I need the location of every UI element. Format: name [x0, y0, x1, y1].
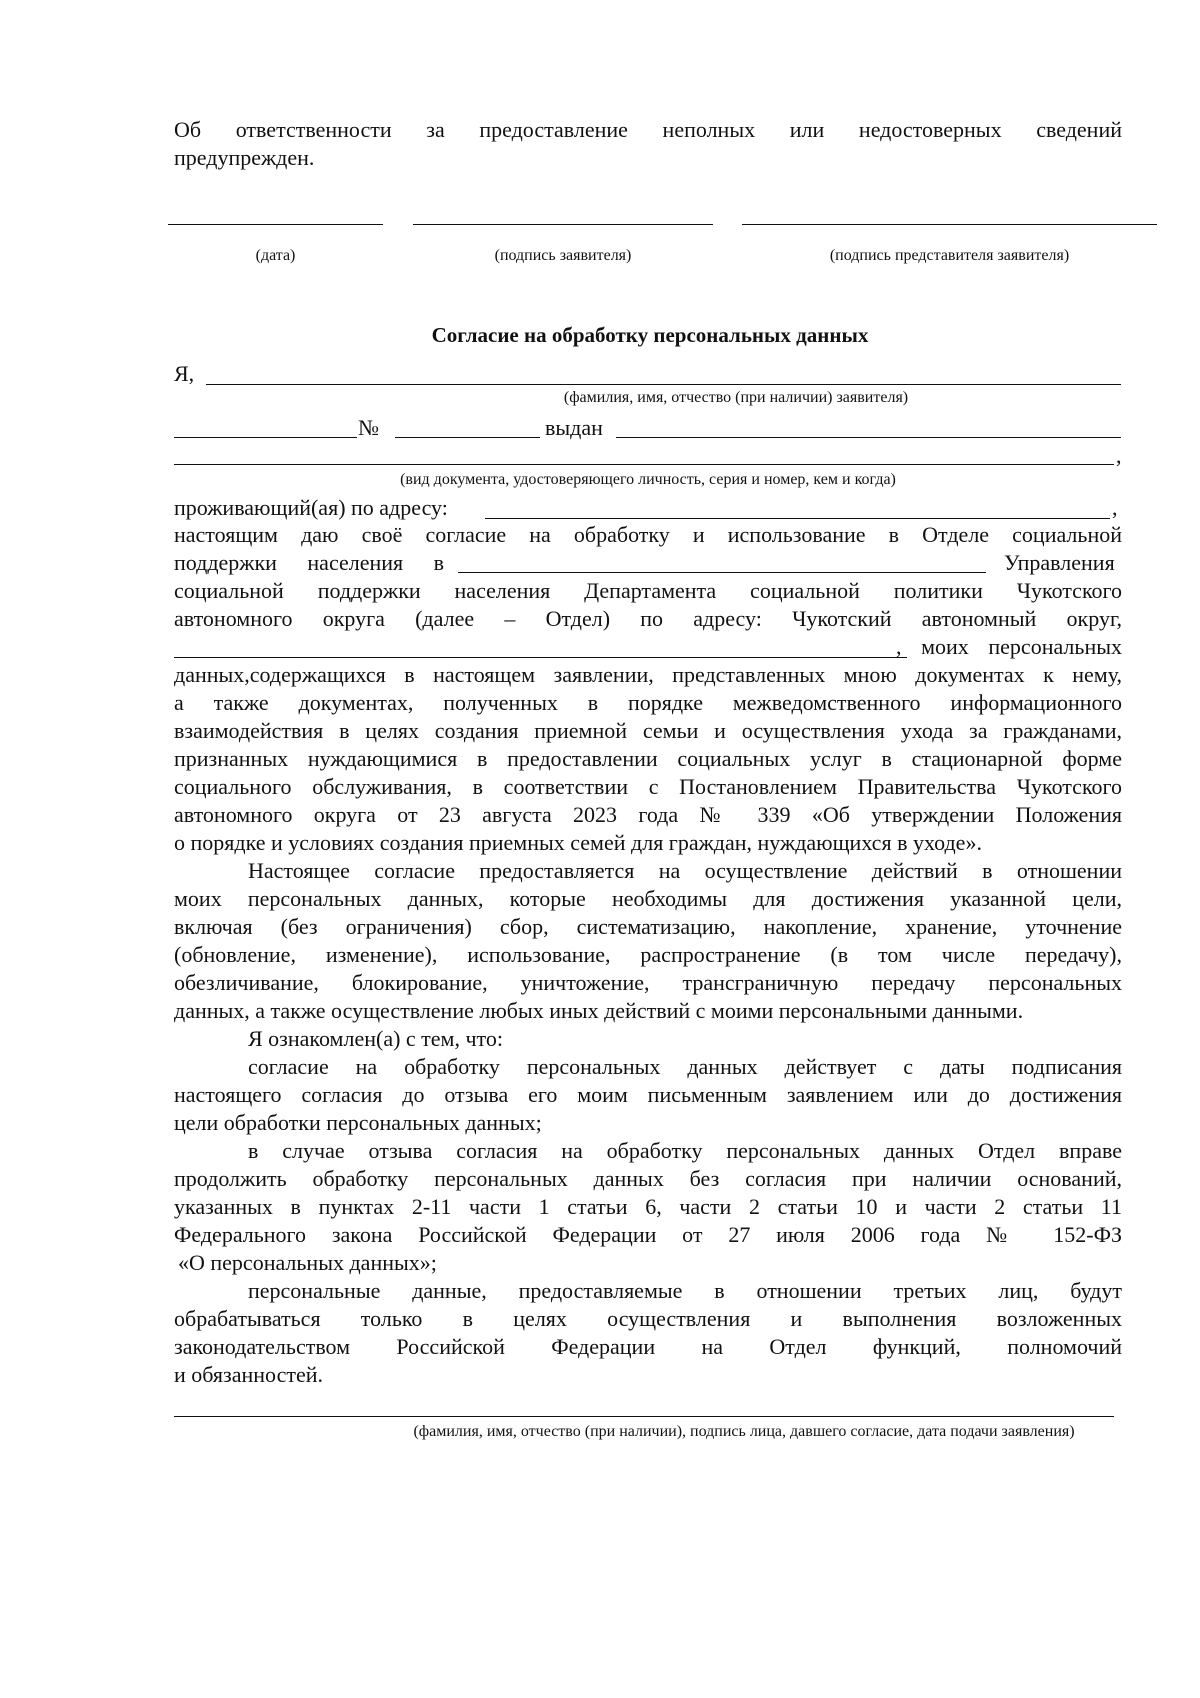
consent-line-4: автономного округа (далее – Отдел) по адресу: Чукотский автономный округ,: [174, 606, 1122, 631]
document-type-line[interactable]: [174, 437, 357, 438]
paragraph-5-line-2: продолжить обработку персональных данных без согласия при наличии оснований,: [174, 1166, 1122, 1191]
paragraph-5-line-3: указанных в пунктах 2-11 части 1 статьи 6, части 2 статьи 10 и части 2 статьи 11: [174, 1194, 1122, 1219]
document-details-line[interactable]: [174, 464, 1114, 465]
paragraph-2-line-6: данных, а также осуществление любых иных действий с моими персональными данными.: [174, 998, 1024, 1023]
paragraph-6-line-2: обрабатываться только в целях осуществления и выполнения возложенных: [174, 1306, 1122, 1331]
comma-1: ,: [1116, 443, 1122, 468]
consent-line-8: взаимодействия в целях создания приемной семьи и осуществления ухода за гражданами,: [174, 718, 1122, 743]
paragraph-4-line-2: настоящего согласия до отзыва его моим письменным заявлением или до достижения: [174, 1082, 1122, 1107]
department-line[interactable]: [458, 572, 986, 573]
residing-label: проживающий(ая) по адресу:: [174, 495, 448, 520]
fio-input-line[interactable]: [206, 384, 1121, 385]
paragraph-2-line-5: обезличивание, блокирование, уничтожение, трансграничную передачу персональных: [174, 970, 1122, 995]
final-signature-line[interactable]: [174, 1416, 1114, 1417]
consent-line-6: данных,содержащихся в настоящем заявлении, представленных мною документах к нему,: [174, 662, 1122, 687]
consent-line-1: настоящим даю своё согласие на обработку и использование в Отделе социальной: [174, 522, 1122, 547]
paragraph-4-line-1: согласие на обработку персональных данных действует с даты подписания: [248, 1054, 1122, 1079]
number-sign: №: [358, 415, 379, 440]
document-caption: (вид документа, удостоверяющего личность, серия и номер, кем и когда): [400, 471, 896, 488]
consent-line-9: признанных нуждающимися в предоставлении социальных услуг в стационарной форме: [174, 746, 1122, 771]
representative-signature-line[interactable]: [742, 224, 1157, 225]
consent-line-7: а также документах, полученных в порядке межведомственного информационного: [174, 690, 1122, 715]
paragraph-2-line-1: Настоящее согласие предоставляется на осуществление действий в отношении: [248, 858, 1122, 883]
applicant-signature-caption: (подпись заявителя): [494, 247, 632, 264]
final-signature-caption: (фамилия, имя, отчество (при наличии), подпись лица, давшего согласие, дата подачи заявления): [413, 1423, 1075, 1440]
consent-line-5: , моих персональных: [896, 634, 1122, 659]
document-number-line[interactable]: [395, 437, 540, 438]
date-line[interactable]: [168, 224, 383, 225]
acknowledgement-intro: Я ознакомлен(а) с тем, что:: [248, 1026, 503, 1051]
paragraph-6-line-4: и обязанностей.: [174, 1362, 324, 1387]
fio-caption: (фамилия, имя, отчество (при наличии) заявителя): [563, 389, 909, 406]
paragraph-4-line-3: цели обработки персональных данных;: [174, 1110, 542, 1135]
issued-by-line[interactable]: [616, 437, 1121, 438]
department-address-line[interactable]: [174, 657, 907, 658]
date-caption: (дата): [255, 247, 296, 264]
i-label: Я,: [174, 361, 195, 386]
paragraph-2-line-3: включая (без ограничения) сбор, систематизацию, накопление, хранение, уточнение: [174, 914, 1122, 939]
paragraph-2-line-2: моих персональных данных, которые необходимы для достижения указанной цели,: [174, 886, 1122, 911]
issued-label: выдан: [545, 415, 603, 440]
paragraph-5-line-1: в случае отзыва согласия на обработку персональных данных Отдел вправе: [248, 1138, 1122, 1163]
consent-line-10: социального обслуживания, в соответствии с Постановлением Правительства Чукотского: [174, 774, 1122, 799]
consent-line-11: автономного округа от 23 августа 2023 года № 339 «Об утверждении Положения: [174, 802, 1122, 827]
address-line[interactable]: [485, 518, 1110, 519]
paragraph-6-line-3: законодательством Российской Федерации на Отдел функций, полномочий: [174, 1334, 1122, 1359]
applicant-signature-line[interactable]: [413, 224, 713, 225]
consent-line-3: социальной поддержки населения Департамента социальной политики Чукотского: [174, 578, 1122, 603]
paragraph-5-line-4: Федерального закона Российской Федерации от 27 июля 2006 года № 152-ФЗ: [174, 1222, 1122, 1247]
warning-line-1: Об ответственности за предоставление неполных или недостоверных сведений: [174, 117, 1122, 142]
consent-line-2b: Управления: [1004, 550, 1115, 575]
paragraph-2-line-4: (обновление, изменение), использование, распространение (в том числе передачу),: [174, 942, 1122, 967]
warning-line-2: предупрежден.: [174, 145, 315, 170]
paragraph-5-line-5: «О персональных данных»;: [178, 1250, 437, 1275]
paragraph-6-line-1: персональные данные, предоставляемые в отношении третьих лиц, будут: [248, 1278, 1122, 1303]
representative-signature-caption: (подпись представителя заявителя): [829, 247, 1070, 264]
consent-line-12: о порядке и условиях создания приемных семей для граждан, нуждающихся в уходе».: [174, 830, 982, 855]
consent-title: Согласие на обработку персональных данных: [431, 323, 869, 347]
comma-2: ,: [1112, 495, 1118, 520]
consent-line-2a: поддержки населения в: [174, 550, 444, 575]
